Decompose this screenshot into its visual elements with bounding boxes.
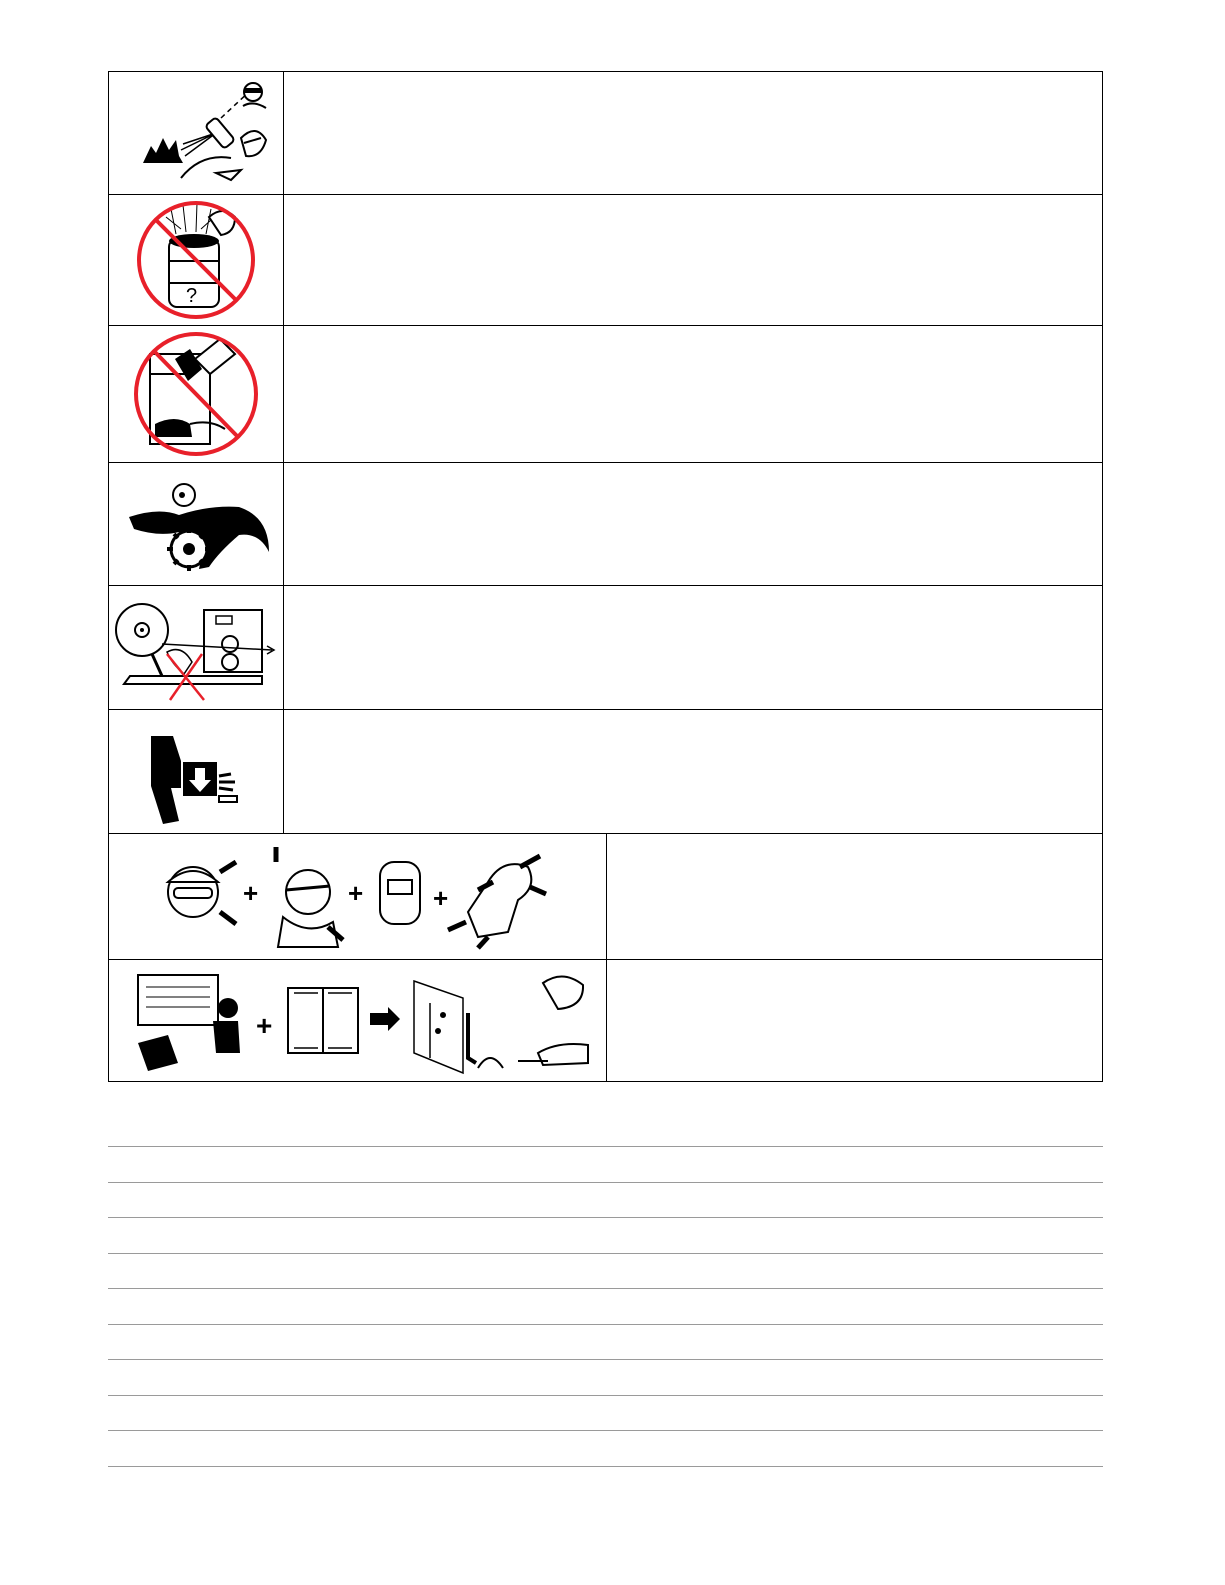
read-manual-service-icon: [118, 963, 598, 1079]
safety-text: [284, 463, 1102, 585]
safety-text: [284, 195, 1102, 325]
protective-equipment-icon: [148, 842, 568, 952]
no-touching-live-parts-icon: [130, 329, 262, 459]
icon-cell: [109, 586, 284, 709]
no-welding-on-drum-icon: [131, 199, 261, 321]
note-line: [108, 1395, 1103, 1431]
hand-gear-pinch-icon: [119, 477, 274, 572]
safety-text: [284, 710, 1102, 833]
note-line: [108, 1217, 1103, 1253]
note-line: [108, 1182, 1103, 1218]
safety-table: [108, 71, 1103, 1082]
safety-text: [284, 586, 1102, 709]
icon-cell: [109, 710, 284, 833]
safety-row-live-parts: [108, 326, 1103, 463]
plus-sign: +: [242, 877, 258, 908]
plus-sign: +: [255, 1009, 272, 1041]
icon-cell: [109, 463, 284, 585]
question-mark: ?: [186, 285, 198, 307]
wire-feeder-no-hands-icon: [112, 592, 280, 704]
fire-extinguisher-icon: [121, 78, 271, 188]
safety-text: [284, 72, 1102, 194]
safety-row-gears: [108, 463, 1103, 586]
safety-text: [607, 960, 1102, 1081]
note-line: [108, 1288, 1103, 1324]
icon-cell: [109, 834, 607, 959]
icon-cell: [109, 72, 284, 194]
safety-row-wire-feeder: [108, 586, 1103, 710]
safety-text: [607, 834, 1102, 959]
plus-sign: +: [432, 882, 448, 913]
safety-row-drum: [108, 195, 1103, 326]
note-line: [108, 1146, 1103, 1182]
icon-cell: [109, 195, 284, 325]
safety-text: [284, 326, 1102, 462]
note-line: [108, 1430, 1103, 1466]
icon-cell: [109, 326, 284, 462]
note-line: [108, 1253, 1103, 1289]
icon-cell: [109, 960, 607, 1081]
safety-row-fire: [108, 71, 1103, 195]
note-line: [108, 1324, 1103, 1360]
hand-crush-icon: [141, 716, 251, 828]
note-line: [108, 1466, 1103, 1467]
note-lines: [108, 1146, 1103, 1467]
safety-row-manual: [108, 960, 1103, 1082]
note-line: [108, 1359, 1103, 1395]
safety-row-crush: [108, 710, 1103, 834]
safety-row-ppe: [108, 834, 1103, 960]
plus-sign: +: [347, 877, 363, 908]
